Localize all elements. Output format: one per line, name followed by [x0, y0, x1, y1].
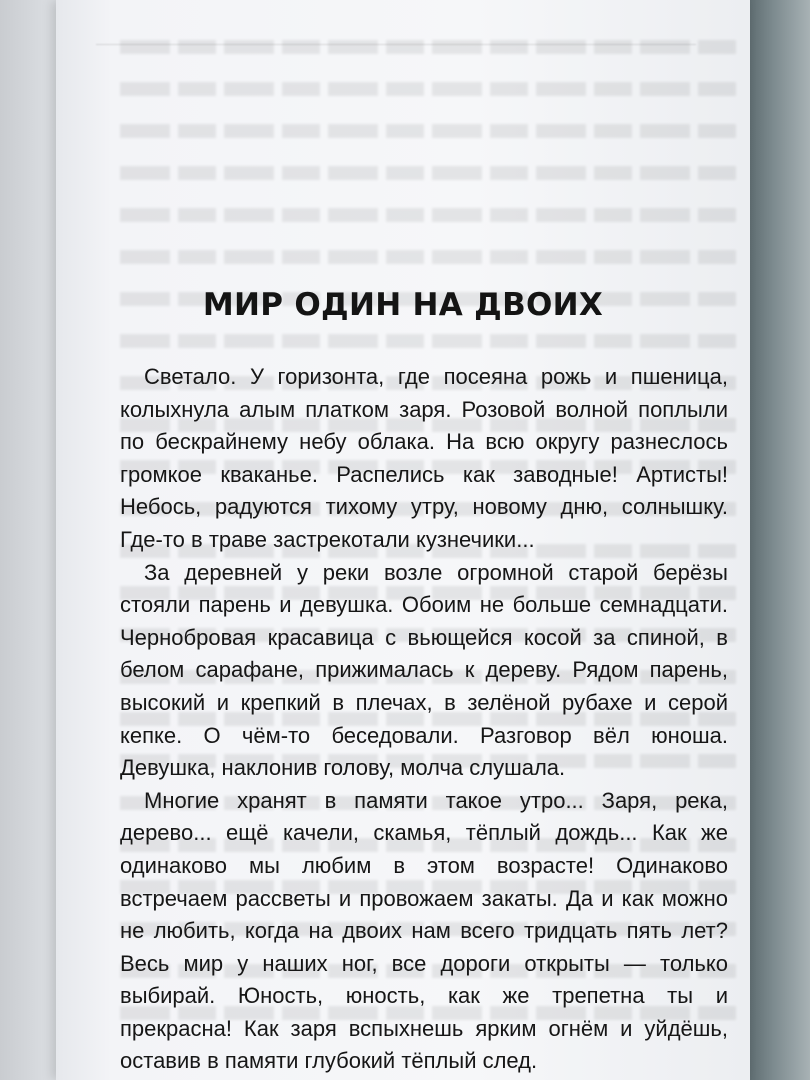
- book-page: [56, 0, 750, 1080]
- paragraph-3: Многие хранят в памяти такое утро... Заря, река, дерево... ещё качели, скамья, тёплый дождь... Как же одинаково мы любим в этом возрасте! Одинаково встречаем рассветы и провожаем закаты. Да и как можно не любить, когда на двоих нам всего тридцать пять лет? Весь мир у наших ног, все дороги открыты — только выбирай. Юность, юность, как же трепетна ты и прекрасна! Как заря вспыхнешь ярким огнём и уйдёшь, оставив в памяти глубокий тёплый след.: [120, 787, 728, 1074]
- adjacent-page-edge: [0, 0, 62, 1080]
- paragraph-2: За деревней у реки возле огромной старой берёзы стояли парень и девушка. Обоим не больше семнадцати. Чернобровая красавица с вьющейся косой за спиной, в белом сарафане, прижималась к дереву. Рядом парень, высокий и крепкий в плечах, в зелёной рубахе и серой кепке. О чём-то беседовали. Разговор вёл юноша. Девушка, наклонив голову, молча слушала.: [120, 559, 728, 781]
- chapter-title: МИР ОДИН НА ДВОИХ: [202, 287, 604, 323]
- book-cover-edge: [748, 0, 810, 1080]
- show-through-running-head: [96, 26, 696, 45]
- chapter-body: [120, 361, 728, 1078]
- paragraph-1: Светало. У горизонта, где посеяна рожь и пшеница, колыхнула алым платком заря. Розовой волной поплыли по бескрайнему небу облака. На всю округу разнеслось громкое кваканье. Распелись как заводные! Артисты! Небось, радуются тихому утру, новому дню, солнышку. Где-то в траве застрекотали кузнечики...: [120, 364, 728, 552]
